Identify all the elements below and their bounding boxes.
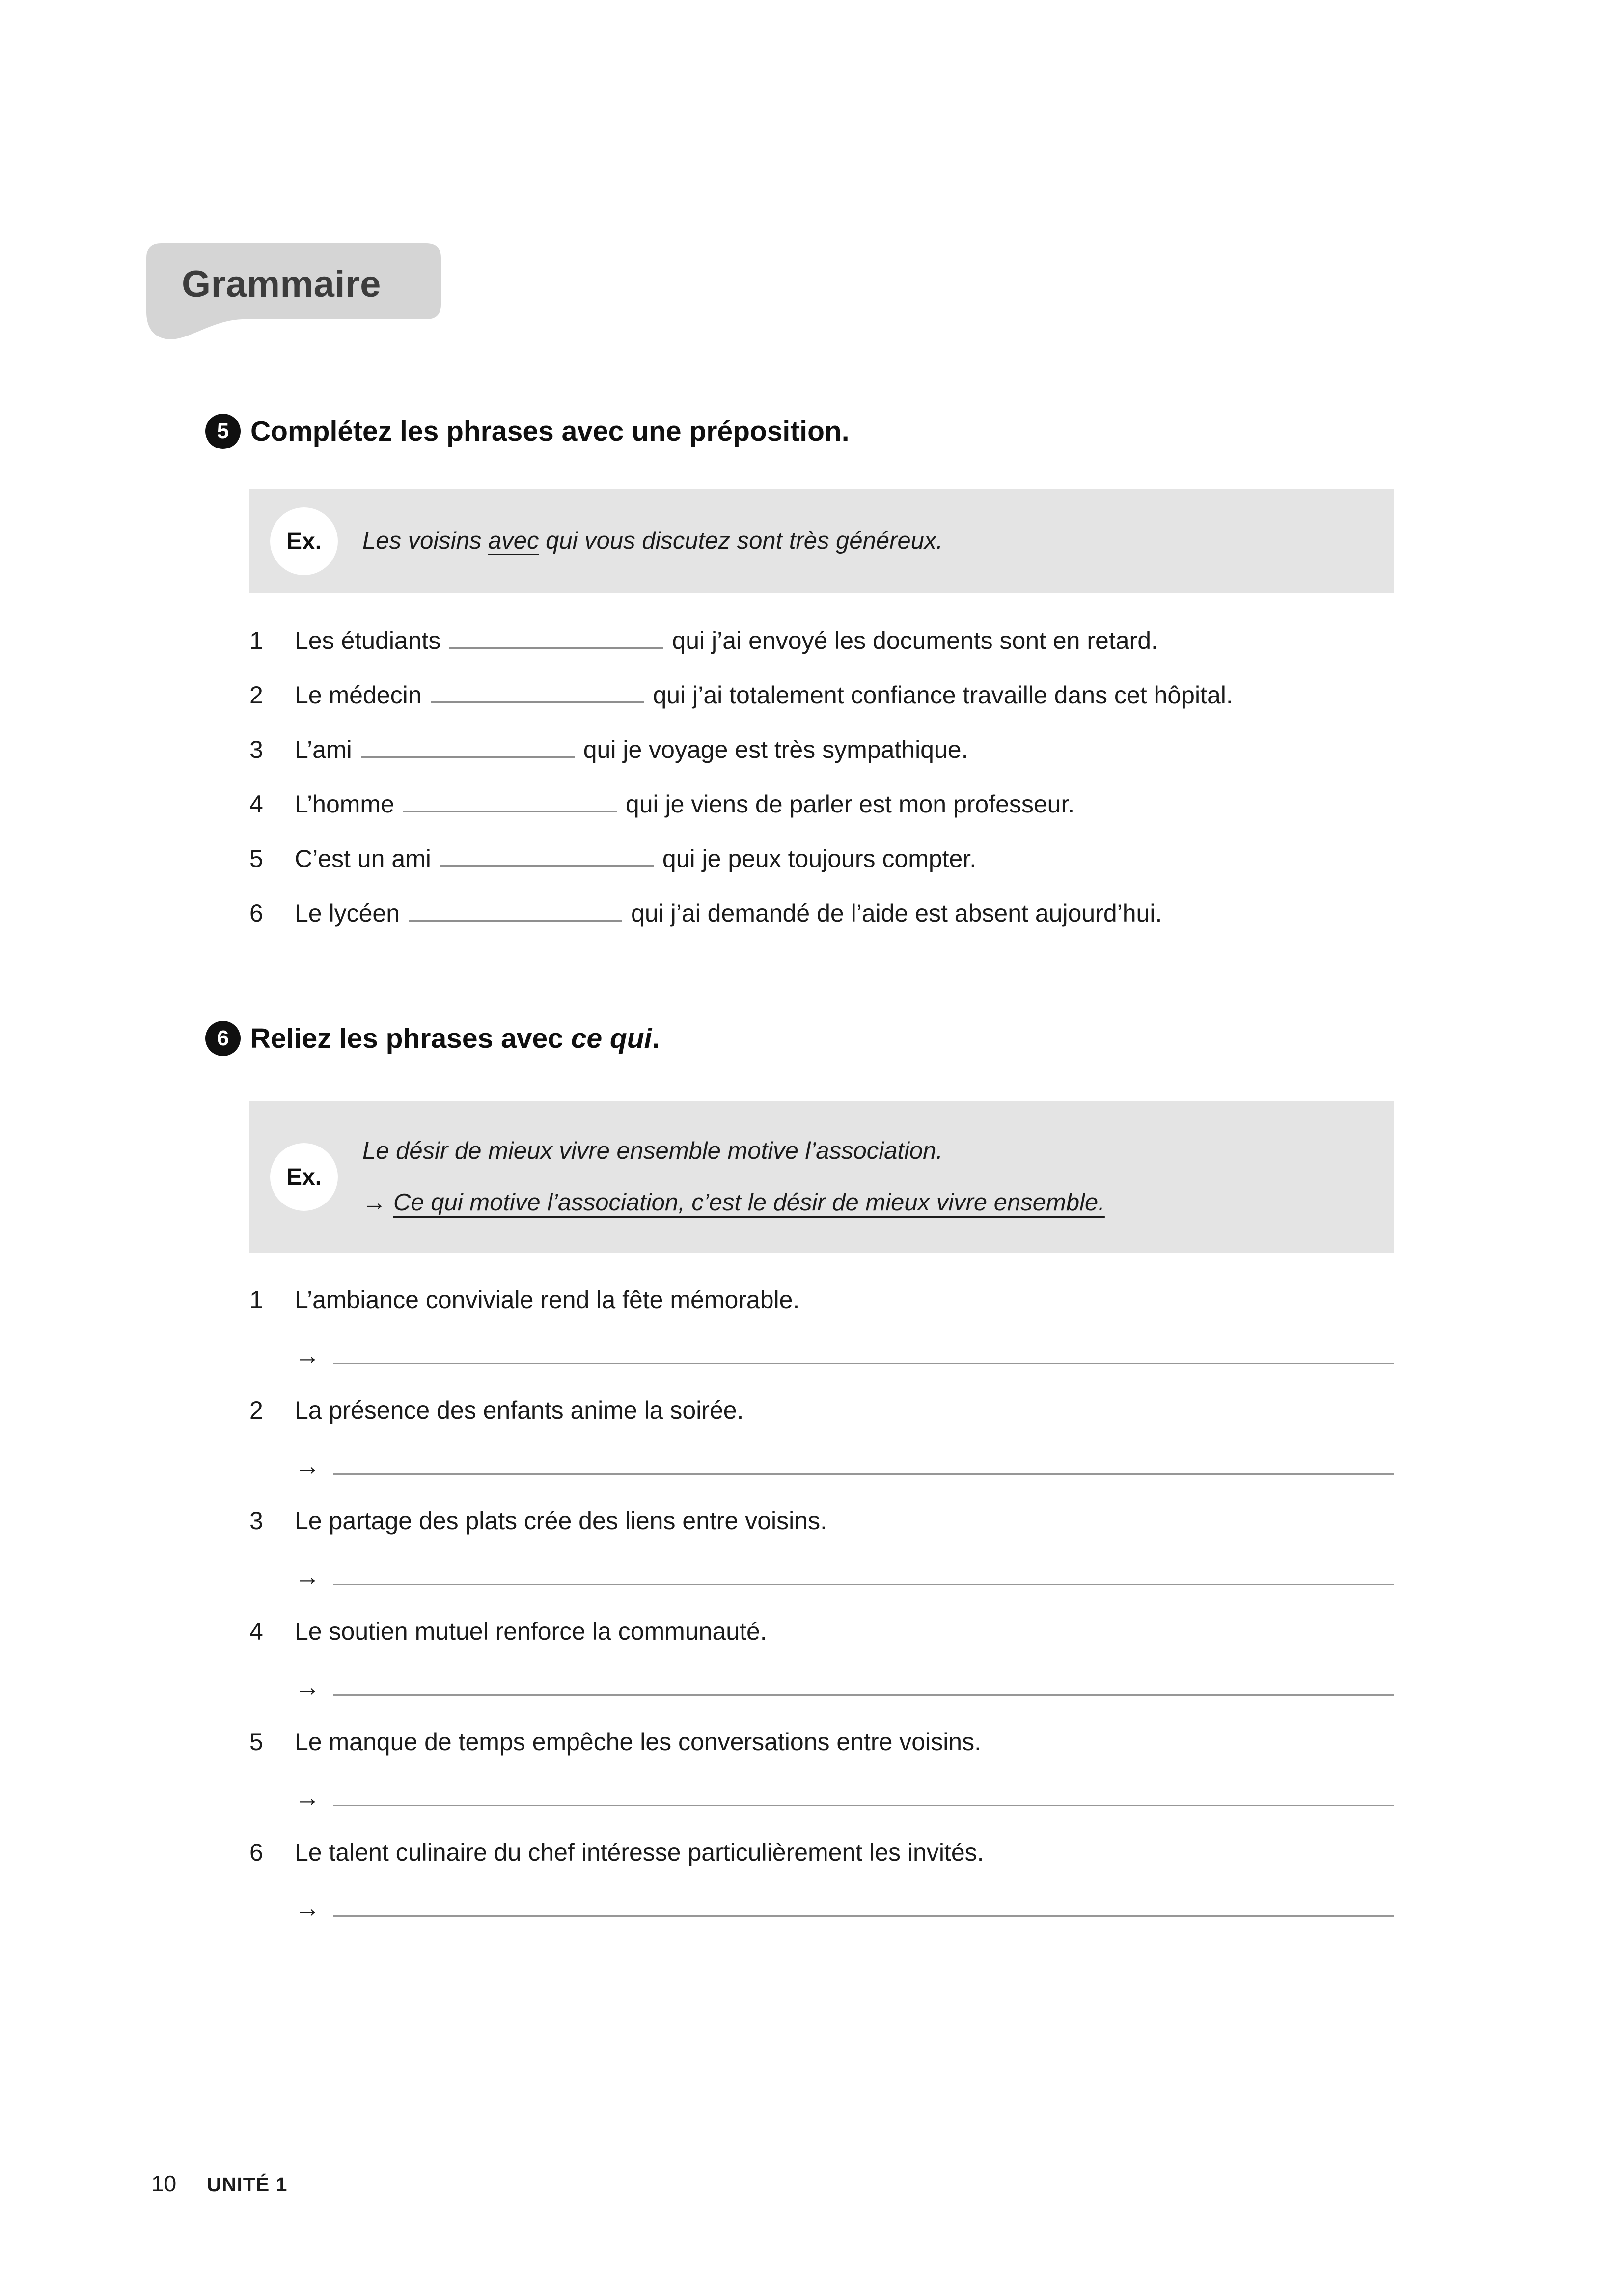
- arrow-icon: →: [295, 1673, 320, 1702]
- exercise5-example-box: [249, 489, 1394, 593]
- item-sentence-row: [249, 1714, 1394, 1769]
- fill-in-blank: [361, 752, 575, 758]
- item-text-pre: Le lycéen: [295, 899, 400, 927]
- exercise5-item-2: [249, 668, 1399, 722]
- item-text: Le talent culinaire du chef intéresse particulièrement les invités.: [295, 1839, 984, 1866]
- exercise5-header: [205, 414, 850, 449]
- answer-line: [333, 1805, 1394, 1806]
- item-sentence-row: [249, 1383, 1394, 1438]
- item-text: Le manque de temps empêche les conversations entre voisins.: [295, 1728, 981, 1756]
- fill-in-blank: [431, 698, 644, 703]
- item-answer-row: [249, 1327, 1394, 1383]
- exercise6-item-6: [249, 1825, 1394, 1935]
- exercise6-title-pre: Reliez les phrases avec: [250, 1023, 571, 1054]
- exercise6-item-1: [249, 1272, 1394, 1383]
- item-sentence: [295, 899, 1162, 927]
- item-text-post: qui j’ai demandé de l’aide est absent aujourd’hui.: [631, 899, 1162, 927]
- arrow-icon: →: [295, 1342, 320, 1370]
- answer-line: [333, 1363, 1394, 1364]
- exercise5-item-4: [249, 777, 1399, 831]
- section-title: Grammaire: [182, 263, 381, 305]
- exercise5-number-badge: 5: [205, 414, 241, 449]
- page-number: 10: [151, 2171, 177, 2196]
- example5-underlined-word: avec: [488, 528, 539, 555]
- item-number: 6: [249, 1839, 263, 1866]
- exercise6-example-body: [362, 1134, 1105, 1220]
- item-sentence: [295, 681, 1233, 709]
- item-text-pre: L’ami: [295, 735, 352, 763]
- item-sentence: [295, 735, 968, 764]
- exercise6-item-2: [249, 1383, 1394, 1493]
- example5-text-pre: Les voisins: [362, 528, 489, 555]
- item-sentence-row: [249, 1493, 1394, 1548]
- example5-text-post: qui vous discutez sont très généreux.: [539, 528, 943, 555]
- item-text-post: qui je voyage est très sympathique.: [583, 735, 968, 763]
- exercise6-number-badge: 6: [205, 1021, 241, 1056]
- fill-in-blank: [403, 807, 617, 812]
- item-number: 3: [249, 1507, 263, 1535]
- example6-transformed-sentence: [362, 1185, 1105, 1220]
- item-number: 2: [249, 681, 263, 709]
- item-answer-row: [249, 1438, 1394, 1493]
- arrow-icon: →: [295, 1452, 320, 1481]
- item-number: 4: [249, 1618, 263, 1645]
- exercise5-item-list: [249, 613, 1399, 940]
- arrow-icon: →: [362, 1189, 386, 1216]
- item-sentence: [295, 626, 1158, 655]
- answer-line: [333, 1584, 1394, 1585]
- item-number: 4: [249, 790, 263, 818]
- item-sentence: [295, 844, 976, 873]
- item-answer-row: [249, 1769, 1394, 1825]
- item-text: Le partage des plats crée des liens entre voisins.: [295, 1507, 827, 1535]
- exercise6-item-3: [249, 1493, 1394, 1604]
- item-text: La présence des enfants anime la soirée.: [295, 1397, 744, 1424]
- fill-in-blank: [449, 643, 663, 649]
- example-label-5: Ex.: [270, 507, 338, 575]
- item-number: 1: [249, 626, 263, 654]
- exercise6-item-4: [249, 1604, 1394, 1714]
- answer-line: [333, 1694, 1394, 1696]
- fill-in-blank: [409, 916, 622, 922]
- item-sentence-row: [249, 1604, 1394, 1659]
- item-text-post: qui je viens de parler est mon professeur.: [625, 790, 1075, 818]
- exercise6-example-box: [249, 1101, 1394, 1253]
- example6-source-sentence: Le désir de mieux vivre ensemble motive l’association.: [362, 1137, 943, 1164]
- item-text-post: qui j’ai envoyé les documents sont en retard.: [672, 626, 1158, 654]
- exercise6-item-list: [249, 1272, 1394, 1935]
- item-number: 6: [249, 899, 263, 927]
- item-number: 1: [249, 1286, 263, 1314]
- arrow-icon: →: [295, 1563, 320, 1591]
- unit-label: UNITÉ 1: [207, 2173, 288, 2196]
- exercise6-item-5: [249, 1714, 1394, 1825]
- answer-line: [333, 1473, 1394, 1475]
- item-text: Le soutien mutuel renforce la communauté.: [295, 1618, 767, 1645]
- exercise6-title-post: .: [652, 1023, 660, 1054]
- exercise6-title: [250, 1022, 660, 1055]
- example6-answer-text: Ce qui motive l’association, c’est le désir de mieux vivre ensemble.: [393, 1189, 1105, 1216]
- item-text-post: qui je peux toujours compter.: [662, 844, 977, 872]
- page-footer: [151, 2170, 287, 2197]
- arrow-icon: →: [295, 1784, 320, 1812]
- fill-in-blank: [440, 861, 654, 867]
- item-answer-row: [249, 1659, 1394, 1714]
- item-text: L’ambiance conviviale rend la fête mémorable.: [295, 1286, 800, 1314]
- answer-line: [333, 1915, 1394, 1917]
- exercise5-item-5: [249, 831, 1399, 886]
- arrow-icon: →: [295, 1894, 320, 1923]
- section-tab: [146, 243, 441, 346]
- item-text-pre: Le médecin: [295, 681, 422, 709]
- exercise5-title: Complétez les phrases avec une préposition.: [250, 416, 850, 447]
- exercise5-item-6: [249, 886, 1399, 940]
- item-sentence-row: [249, 1272, 1394, 1327]
- item-text-pre: Les étudiants: [295, 626, 441, 654]
- item-answer-row: [249, 1880, 1394, 1935]
- exercise6-title-emphasis: ce qui: [571, 1023, 652, 1054]
- item-text-post: qui j’ai totalement confiance travaille dans cet hôpital.: [653, 681, 1233, 709]
- item-text-pre: L’homme: [295, 790, 394, 818]
- item-number: 2: [249, 1397, 263, 1424]
- item-answer-row: [249, 1548, 1394, 1604]
- exercise5-item-1: [249, 613, 1399, 668]
- item-number: 5: [249, 844, 263, 872]
- item-text-pre: C’est un ami: [295, 844, 431, 872]
- exercise5-example-sentence: [362, 524, 943, 559]
- example-label-6: Ex.: [270, 1143, 338, 1211]
- item-sentence-row: [249, 1825, 1394, 1880]
- item-sentence: [295, 790, 1074, 818]
- item-number: 5: [249, 1728, 263, 1756]
- exercise5-item-3: [249, 722, 1399, 777]
- item-number: 3: [249, 735, 263, 763]
- exercise6-header: [205, 1021, 660, 1056]
